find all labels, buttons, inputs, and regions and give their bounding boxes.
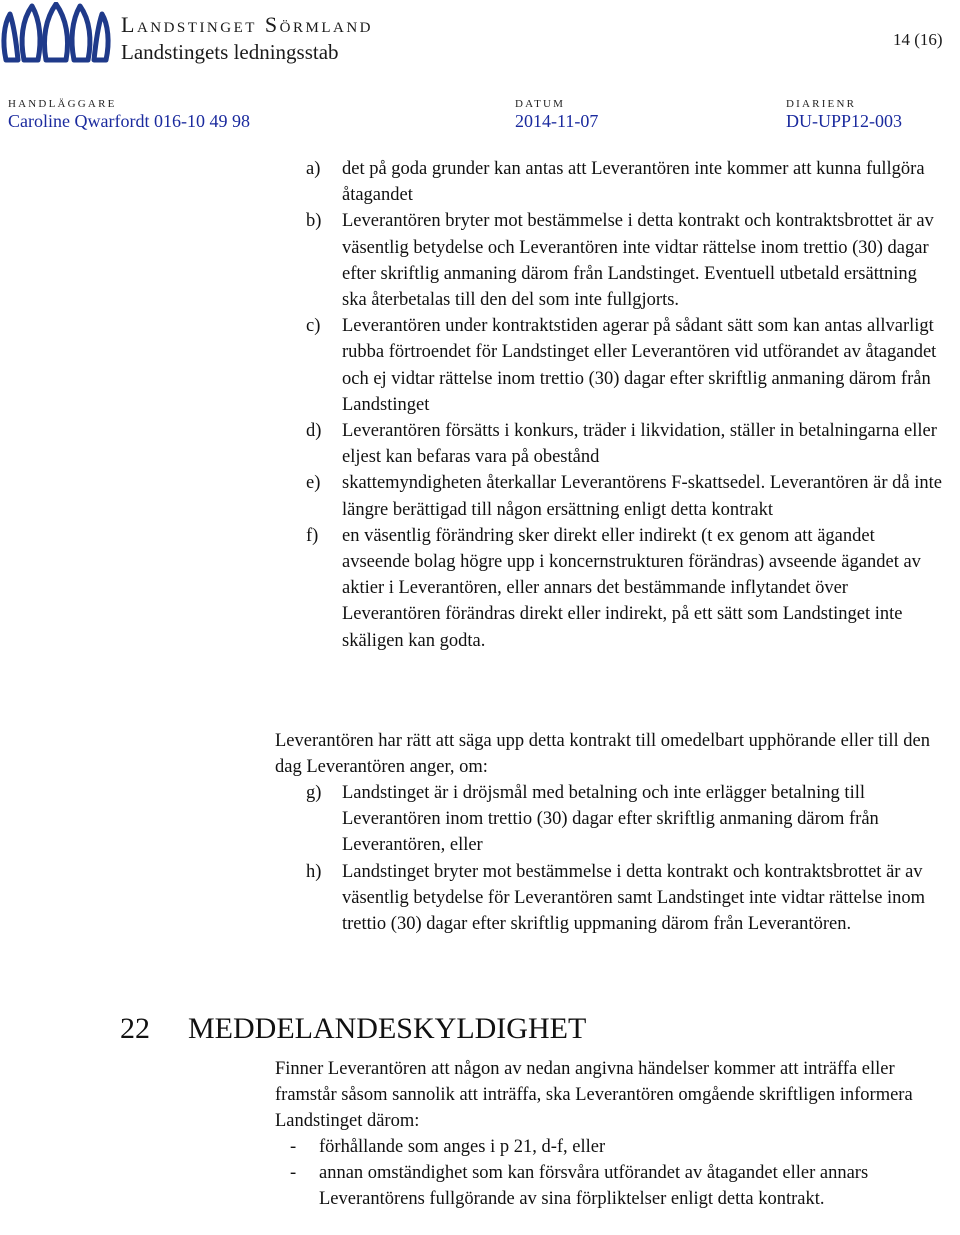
list-item	[306, 780, 946, 859]
list-item	[306, 470, 946, 522]
list-marker: h)	[306, 861, 322, 882]
list-text: Landstinget är i dröjsmål med betalning och inte erlägger betalning till Leverantören inom trettio (30) dagar efter skriftlig anmaning därom från Leverantören, eller	[342, 783, 879, 856]
section-heading	[120, 1011, 586, 1047]
paragraph-notification: Finner Leverantören att någon av nedan angivna händelser kommer att inträffa eller framstår såsom sannolik att inträffa, ska Leverantören omgående skriftligen informera Landstinget därom:	[275, 1059, 913, 1132]
list-text: det på goda grunder kan antas att Leverantören inte kommer att kunna fullgöra åtagandet	[342, 159, 925, 206]
page-number: 14 (16)	[893, 30, 943, 49]
list-marker: b)	[306, 211, 322, 232]
termination-list-supplier	[306, 780, 946, 937]
termination-list-landsting	[306, 156, 946, 654]
handlaggare-label: HANDLÄGGARE	[8, 98, 117, 110]
org-name: Landstinget Sörmland	[121, 12, 373, 37]
list-item	[306, 859, 946, 938]
datum-value: 2014-11-07	[515, 111, 599, 131]
list-item	[306, 156, 946, 208]
list-text: Landstinget bryter mot bestämmelse i detta kontrakt och kontraktsbrottet är av väsentlig betydelse för Leverantören samt Landstinget inte vidtar rättelse inom trettio (30) dagar efter skriftlig uppmaning därom från Leverantören.	[342, 861, 926, 935]
list-marker: e)	[306, 473, 321, 494]
list-item	[306, 313, 946, 418]
section-number: 22	[120, 1012, 150, 1045]
org-unit: Landstingets ledningsstab	[121, 40, 339, 64]
datum-label: DATUM	[515, 98, 566, 110]
paragraph-supplier-termination: Leverantören har rätt att säga upp detta kontrakt till omedelbart upphörande eller till den dag Leverantören anger, om:	[275, 731, 930, 778]
diarienr-value: DU-UPP12-003	[786, 111, 903, 131]
list-marker: c)	[306, 316, 321, 337]
notification-list	[290, 1134, 930, 1213]
list-marker: -	[290, 1163, 297, 1184]
list-text: skattemyndigheten återkallar Leverantörens F-skattsedel. Leverantören är då inte längre berättigad till någon ersättning enligt detta kontrakt	[342, 473, 942, 520]
list-text: Leverantören under kontraktstiden agerar på sådant sätt som kan antas allvarligt rubba förtroendet för Landstinget eller Leverantören vid utförandet av åtagandet och ej vidtar rättelse inom trettio (30) dagar efter skriftlig anmaning därom från Landstinget	[342, 316, 937, 415]
list-text: Leverantören bryter mot bestämmelse i detta kontrakt och kontraktsbrottet är av väsentlig betydelse och Leverantören inte vidtar rättelse inom trettio (30) dagar efter skriftlig anmaning därom från Landstinget. Eventuell utbetald ersättning ska återbetalas till den del som inte fullgjorts.	[342, 211, 934, 311]
list-marker: d)	[306, 421, 322, 442]
crown-logo-icon	[0, 2, 112, 66]
list-item	[306, 208, 946, 313]
list-marker: f)	[306, 525, 319, 546]
list-text: Leverantören försätts i konkurs, träder i likvidation, ställer in betalningarna eller eljest kan befaras vara på obestånd	[342, 421, 937, 468]
list-item	[306, 523, 946, 654]
handlaggare-value: Caroline Qwarfordt 016-10 49 98	[8, 111, 250, 131]
list-text: förhållande som anges i p 21, d-f, eller	[319, 1137, 606, 1157]
diarienr-label: DIARIENR	[786, 98, 857, 110]
list-item	[290, 1134, 930, 1160]
list-text: en väsentlig förändring sker direkt eller indirekt (t ex genom att ägandet avseende bolag högre upp i koncernstrukturen förändras) avseende ägandet av aktier i Leverantören, eller annars det bestämmande inflytandet över Leverantören förändras direkt eller indirekt, på ett sätt som Landstinget inte skäligen kan godta.	[342, 525, 921, 651]
list-marker: g)	[306, 783, 322, 803]
section-title: MEDDELANDESKYLDIGHET	[188, 1012, 587, 1045]
list-item	[290, 1160, 930, 1212]
list-marker: -	[290, 1137, 297, 1157]
list-marker: a)	[306, 159, 321, 179]
list-item	[306, 418, 946, 470]
list-text: annan omständighet som kan försvåra utförandet av åtagandet eller annars Leverantörens fullgörande av sina förpliktelser enligt detta kontrakt.	[319, 1163, 869, 1210]
